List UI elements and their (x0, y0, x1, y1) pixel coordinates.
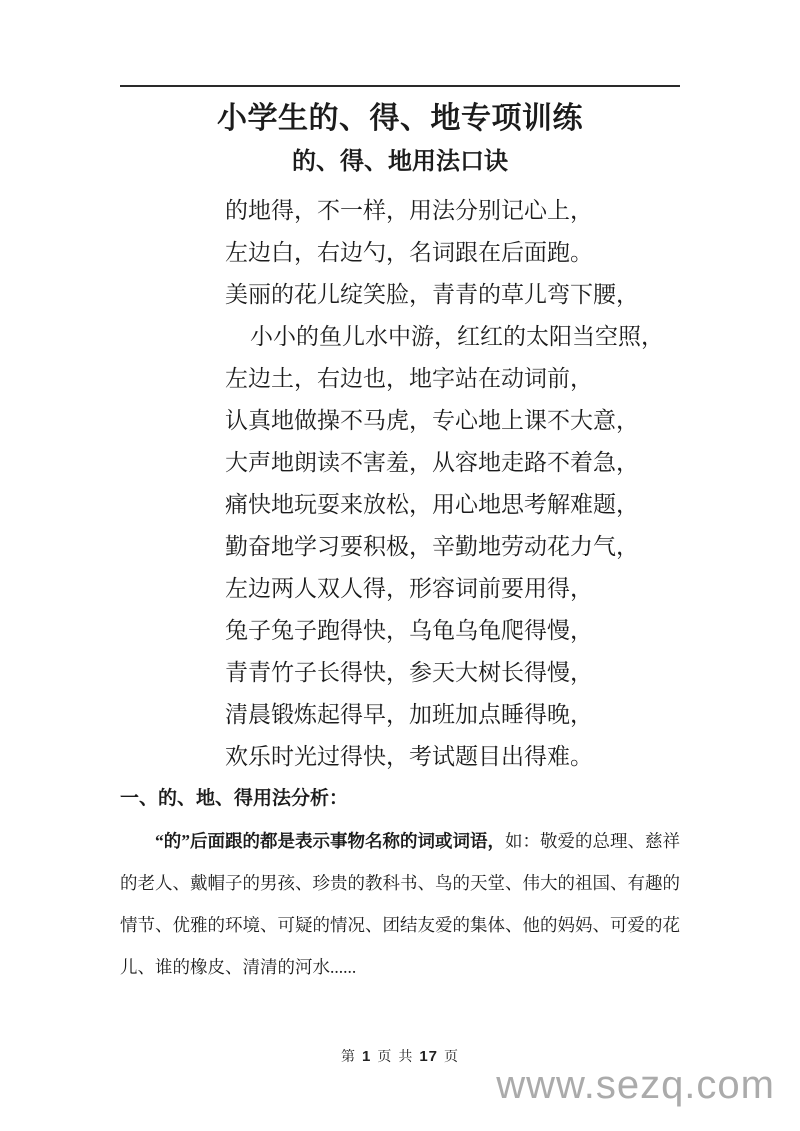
section-heading: 一、的、地、得用法分析： (120, 788, 349, 809)
page-title: 小学生的、得、地专项训练 (217, 102, 583, 135)
poem-line: 左边两人双人得，形容词前要用得， (225, 576, 593, 601)
footer-label-unit1: 页 (377, 1050, 393, 1065)
poem-line: 的地得，不一样，用法分别记心上， (225, 198, 593, 223)
page-subtitle: 的、得、地用法口诀 (292, 149, 508, 175)
paragraph-bold-lead: “的”后面跟的都是表示事物名称的词或词语， (155, 831, 505, 851)
poem-line: 美丽的花儿绽笑脸，青青的草儿弯下腰， (225, 282, 639, 307)
poem-line: 左边白，右边勺，名词跟在后面跑。 (225, 240, 593, 265)
footer-total-pages: 17 (419, 1048, 439, 1065)
page-content (120, 0, 680, 988)
poem-line: 勤奋地学习要积极，辛勤地劳动花力气， (225, 534, 639, 559)
footer-label-total: 共 (398, 1050, 414, 1065)
paragraph-examples: 如：敬爱的总理、慈祥的老人、戴帽子的男孩、珍贵的教科书、鸟的天堂、伟大的祖国、有趣的情节、优雅的环境、可疑的情况、团结友爱的集体、他的妈妈、可爱的花儿、谁的橡皮、清清的河水...... (120, 831, 680, 977)
poem-line: 兔子兔子跑得快，乌龟乌龟爬得慢， (225, 618, 593, 643)
footer-label-page: 第 (340, 1050, 356, 1065)
poem-line: 左边土，右边也，地字站在动词前， (225, 366, 593, 391)
usage-analysis-paragraph (120, 820, 680, 988)
header-rule (120, 85, 680, 87)
poem-line: 欢乐时光过得快，考试题目出得难。 (225, 744, 593, 769)
poem-line: 大声地朗读不害羞，从容地走路不着急， (225, 450, 639, 475)
poem-line: 小小的鱼儿水中游，红红的太阳当空照， (250, 324, 664, 349)
poem-block (120, 190, 680, 778)
poem-line: 痛快地玩耍来放松，用心地思考解难题， (225, 492, 639, 517)
footer-label-unit2: 页 (444, 1050, 460, 1065)
footer-page-number: 1 (361, 1048, 372, 1065)
poem-line: 青青竹子长得快，参天大树长得慢， (225, 660, 593, 685)
watermark: www.sezq.com (496, 1063, 775, 1107)
poem-line: 认真地做操不马虎，专心地上课不大意， (225, 408, 639, 433)
poem-line: 清晨锻炼起得早，加班加点睡得晚， (225, 702, 593, 727)
